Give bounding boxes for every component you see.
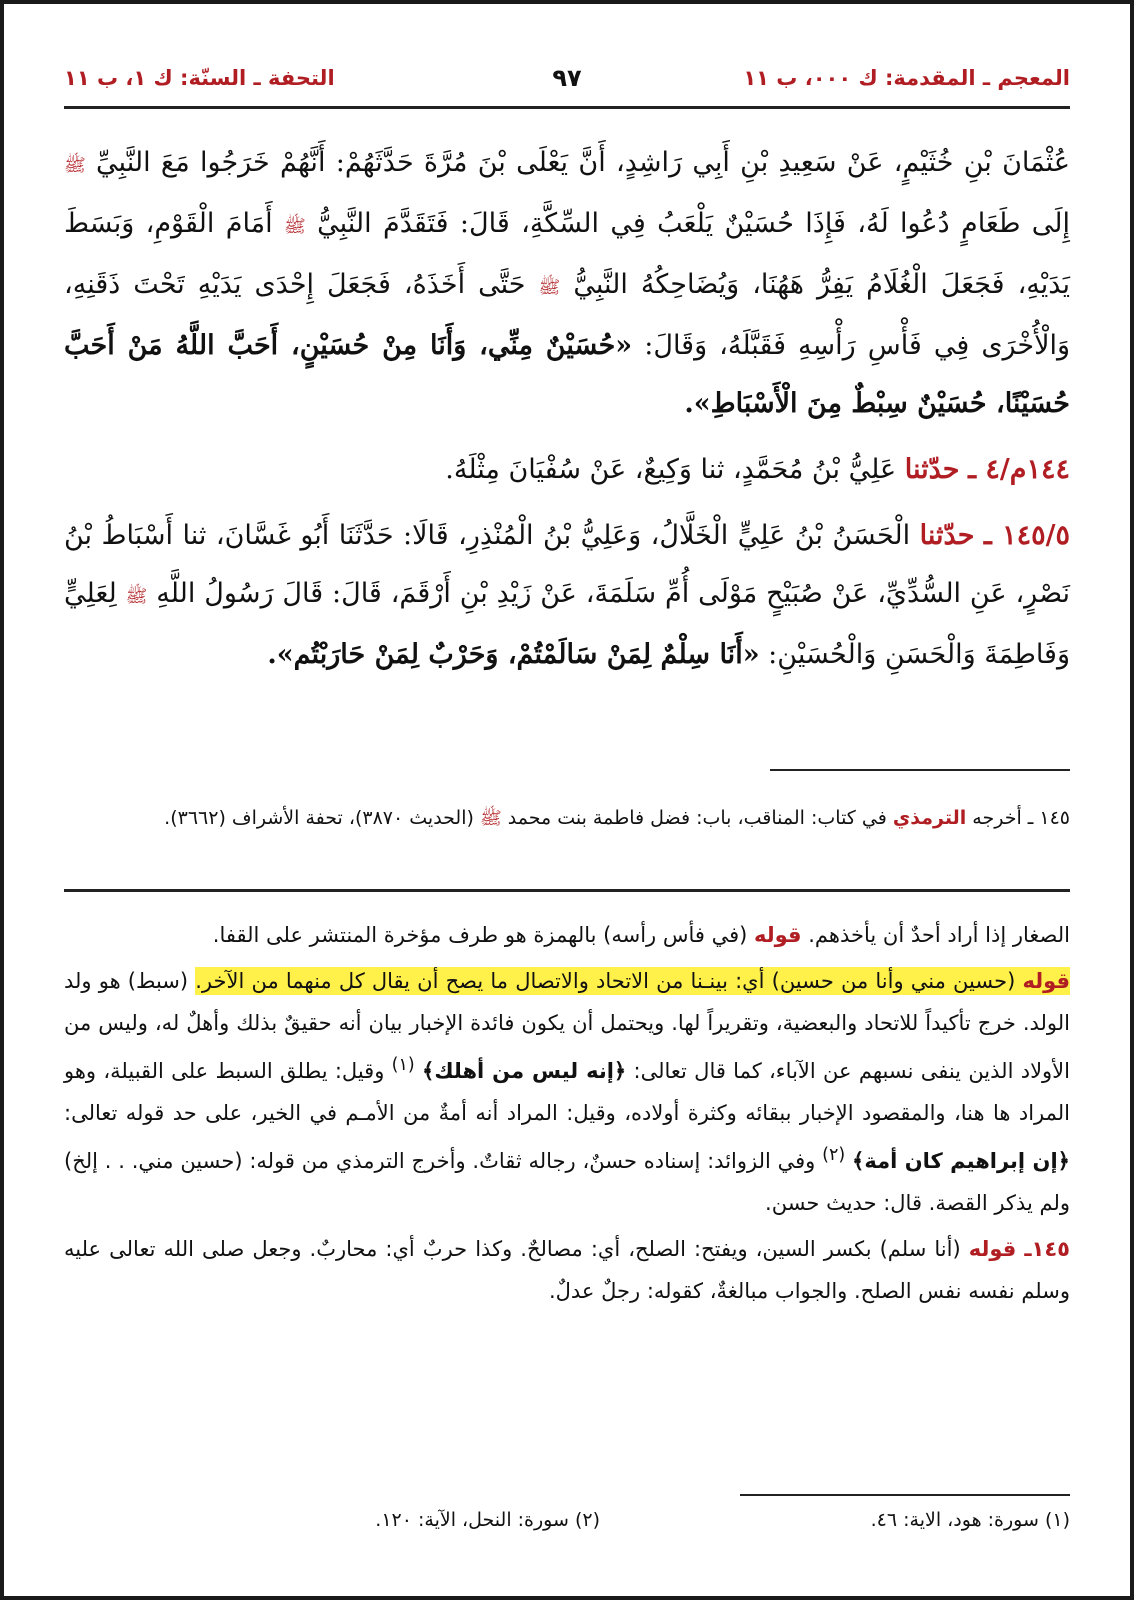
- hadith-text: الْحَسَنُ بْنُ عَلِيٍّ الْخَلَّالُ، وَعَلِيُّ بْنُ الْمُنْذِرِ، قَالَا: حَدَّثَنَا أَبُو غَسَّانَ، ثنا أَسْبَاطُ بْنُ نَصْرٍ، عَنِ السُّدِّيِّ، عَنْ صُبَيْحٍ مَوْلَى أُمِّ سَلَمَةَ، عَنْ زَيْدِ بْنِ أَرْقَمَ، قَالَ: قَالَ رَسُولُ اللَّهِ: [64, 520, 1070, 609]
- hadith-144: [64, 441, 1070, 499]
- commentary-paragraph: [64, 914, 1070, 956]
- commentary-text: وقيل: يطلق السبط على القبيلة، وهو المراد ها هنا، والمقصود الإخبار ببقائه وكثرة أولاده، وقيل: المراد أنه أمةٌ من الأمـم في الخير، على حد قوله تعالى:: [64, 1059, 1070, 1125]
- commentary-keyword: قوله: [754, 923, 802, 947]
- footnote-rule: [770, 769, 1070, 771]
- salawat-symbol: ﷺ: [284, 216, 306, 237]
- hadith-text: عُثْمَانَ بْنِ خُثَيْمٍ، عَنْ سَعِيدِ بْنِ أَبِي رَاشِدٍ، أَنَّ يَعْلَى بْنَ مُرَّةَ حَدَّثَهُمْ: أَنَّهُمْ خَرَجُوا مَعَ النَّبِيِّ: [96, 147, 1070, 178]
- hadith-143: [64, 134, 1070, 433]
- header-rule: [64, 106, 1070, 109]
- commentary-keyword: قوله: [968, 1237, 1017, 1261]
- header-left-reference: التحفة ـ السنّة: ك ١، ب ١١: [64, 66, 335, 90]
- commentary-text: الصغار إذا أراد أحدٌ أن يأخذهم.: [808, 923, 1070, 947]
- hadith-text: عَلِيُّ بْنُ مُحَمَّدٍ، ثنا وَكِيعٌ، عَنْ سُفْيَانَ مِثْلَهُ.: [445, 454, 897, 485]
- highlighted-text: (حسين مني وأنا من حسين) أي: بينـنا من الاتحاد والاتصال ما يصح أن يقال كل منهما من الآخر.: [195, 969, 1016, 993]
- commentary-rule: [64, 889, 1070, 892]
- commentary-number: ١٤٥ـ: [1024, 1237, 1070, 1261]
- commentary-keyword: قوله: [1022, 969, 1070, 993]
- hadith-text: إِلَى طَعَامٍ دُعُوا لَهُ، فَإِذَا حُسَيْنٌ يَلْعَبُ فِي السِّكَّةِ، قَالَ: فَتَقَدَّمَ النَّبِيُّ: [317, 208, 1071, 239]
- hadith-keyword: حدّثنا: [919, 520, 975, 551]
- page-number: ٩٧: [552, 64, 582, 92]
- footnote-2: (٢) سورة: النحل، الآية: ١٢٠.: [375, 1509, 600, 1531]
- hadith-text: حَتَّى أَخَذَهُ، فَجَعَلَ إِحْدَى يَدَيْهِ تَحْتَ ذَقَنِهِ، وَالْأُخْرَى فِي فَأْسِ رَأْسِهِ فَقَبَّلَهُ، وَقَالَ:: [64, 269, 1071, 361]
- footnote-author: الترمذي: [892, 807, 967, 829]
- main-text: [64, 134, 1070, 684]
- header-right-reference: المعجم ـ المقدمة: ك ٠٠٠، ب ١١: [743, 66, 1070, 90]
- hadith-quote: «حُسَيْنٌ مِنِّي، وَأَنَا مِنْ حُسَيْنٍ، أَحَبَّ اللَّهُ مَنْ أَحَبَّ حُسَيْنًا، حُسَيْنٌ سِبْطٌ مِنَ الْأَسْبَاطِ».: [64, 330, 1070, 419]
- hadith-keyword: حدّثنا: [904, 454, 960, 485]
- salawat-symbol: ﷺ: [125, 586, 148, 607]
- commentary-text: (سبط) هو ولد الولد. خرج تأكيداً للاتحاد والبعضية، وتقريراً لها. ويحتمل أن يكون فائدة الإخبار بيان أنه حقيقٌ بذلك وأهلٌ له، وليس من الأولاد الذين ينفى نسبهم عن الآباء، كما قال تعالى:: [64, 969, 1070, 1083]
- hadith-number: ١٤٤م/٤ ـ: [968, 454, 1070, 485]
- footnote-text: (الحديث ٣٨٧٠)، تحفة الأشراف (٣٦٦٢).: [164, 807, 474, 829]
- commentary-text: (أنا سلم) بكسر السين، ويفتح: الصلح، أي: مصالحٌ. وكذا حربٌ أي: محاربٌ. وجعل صلى الله تعالى عليه وسلم نفسه نفس الصلح. والجواب مبالغةٌ، كقوله: رجلٌ عدلٌ.: [64, 1237, 1070, 1303]
- salawat-symbol: ﷺ: [538, 277, 561, 298]
- hadith-quote: «أَنَا سِلْمٌ لِمَنْ سَالَمْتُمْ، وَحَرْبٌ لِمَنْ حَارَبْتُم».: [267, 639, 760, 670]
- quran-quote: ﴿إنه ليس من أهلك﴾: [422, 1059, 627, 1083]
- hadith-text: لِعَلِيٍّ وَفَاطِمَةَ وَالْحَسَنِ وَالْحُسَيْنِ:: [64, 578, 1070, 670]
- bottom-footnote-rule: [740, 1494, 1070, 1496]
- commentary-text: وفي الزوائد: إسناده حسنٌ، رجاله ثقاتٌ. وأخرج الترمذي من قوله: (حسين مني. . . إلخ) ولم يذكر القصة. قال: حديث حسن.: [64, 1149, 1070, 1215]
- footnote-1: (١) سورة: هود، الاية: ٤٦.: [870, 1509, 1070, 1531]
- bottom-footnotes: [64, 1509, 1070, 1545]
- quran-quote: ﴿إن إبراهيم كان أمة﴾: [852, 1149, 1070, 1173]
- commentary-paragraph: [64, 960, 1070, 1224]
- commentary-text: (في فأس رأسه) بالهمزة هو طرف مؤخرة المنتشر على القفا.: [212, 923, 748, 947]
- footnote-marker: (٢): [822, 1145, 846, 1165]
- commentary-paragraph: [64, 1228, 1070, 1312]
- salawat-symbol: ﷺ: [479, 808, 502, 829]
- salawat-symbol: ﷺ: [64, 155, 86, 176]
- hadith-145: [64, 507, 1070, 684]
- footnote-lead: ١٤٥ ـ أخرجه: [972, 807, 1070, 829]
- footnote-text: في كتاب: المناقب، باب: فضل فاطمة بنت محمد: [507, 807, 887, 829]
- footnote-marker: (١): [391, 1055, 415, 1075]
- hadith-number: ١٤٥/٥ ـ: [983, 520, 1071, 551]
- running-header: [64, 66, 1070, 102]
- hadith-text: أَمَامَ الْقَوْمِ، وَبَسَطَ يَدَيْهِ، فَجَعَلَ الْغُلَامُ يَفِرُّ هَهُنَا، وَيُضَاحِكُهُ النَّبِيُّ: [64, 208, 1070, 300]
- highlighted-passage: [195, 967, 1070, 995]
- footnote-145: [64, 799, 1070, 838]
- commentary: [64, 914, 1070, 1312]
